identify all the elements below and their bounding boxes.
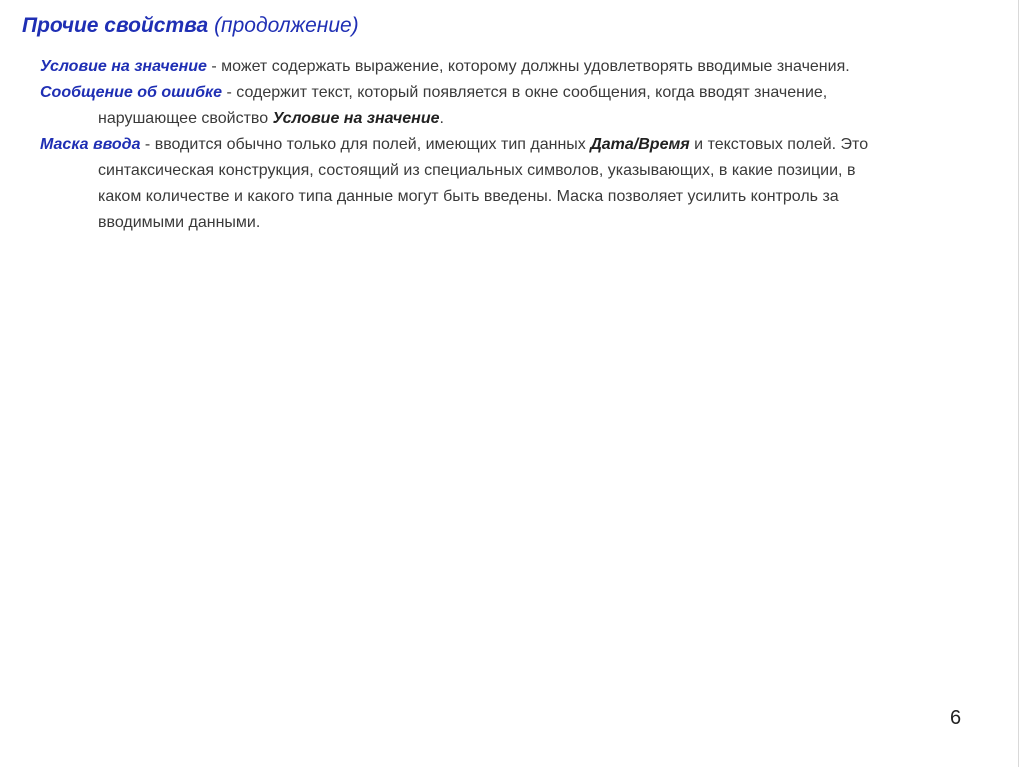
input-mask-line-4: вводимыми данными. <box>98 214 261 231</box>
input-mask-line-3: каком количестве и какого типа данные могут быть введены. Маска позволяет усилить контроль за <box>98 188 839 205</box>
error-message-cont-before: нарушающее свойство <box>98 110 273 127</box>
paragraph-error-message <box>40 80 1000 132</box>
input-mask-text2: и текстовых полей. Это <box>689 136 869 153</box>
input-mask-text: - вводится обычно только для полей, имеющих тип данных <box>140 136 591 153</box>
error-message-cont-after: . <box>439 110 444 127</box>
title-subtitle: (продолжение) <box>208 14 359 37</box>
input-mask-type-ref: Дата/Время <box>590 136 690 153</box>
term-validation-rule: Условие на значение <box>40 58 207 75</box>
title-main: Прочие свойства <box>22 14 209 37</box>
paragraph-input-mask <box>40 132 1000 236</box>
term-input-mask: Маска ввода <box>40 136 141 153</box>
validation-rule-text: - может содержать выражение, которому должны удовлетворять вводимые значения. <box>206 58 850 75</box>
slide-title <box>22 14 359 38</box>
slide-body <box>40 54 1000 236</box>
term-error-message: Сообщение об ошибке <box>40 84 223 101</box>
error-message-continuation <box>40 106 1000 132</box>
paragraph-validation-rule <box>40 54 1000 80</box>
error-message-text: - содержит текст, который появляется в окне сообщения, когда вводят значение, <box>222 84 828 101</box>
input-mask-line-2: синтаксическая конструкция, состоящий из специальных символов, указывающих, в какие позиции, в <box>98 162 856 179</box>
page-number: 6 <box>950 707 962 729</box>
error-message-ref: Условие на значение <box>272 110 440 127</box>
